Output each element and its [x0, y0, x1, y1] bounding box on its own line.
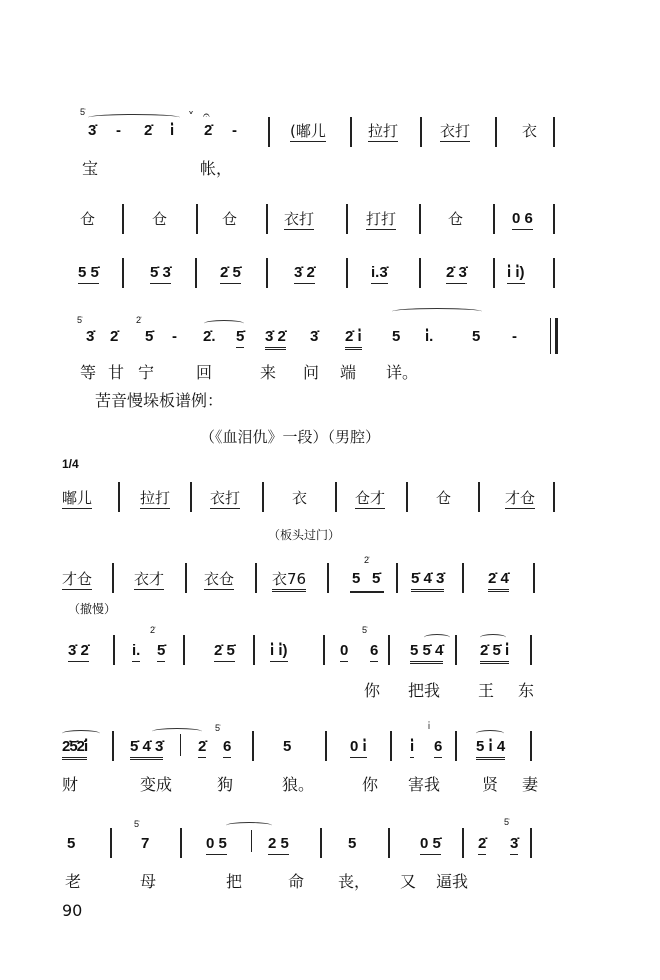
time-signature: 1/4: [62, 457, 79, 471]
lyric: 害我: [408, 775, 441, 794]
percussion: 衣: [292, 489, 308, 507]
barline: [118, 482, 120, 512]
barline: [196, 204, 198, 234]
lyric: 端: [340, 363, 357, 382]
lyric: 来: [260, 363, 277, 382]
barline: [553, 258, 555, 288]
half-barline: [251, 830, 252, 852]
note: 5: [67, 835, 76, 852]
note-group: 2̇ i̇: [345, 328, 362, 350]
lyric: 甘: [108, 363, 125, 382]
barline: [346, 258, 348, 288]
lyric: 财: [62, 775, 79, 794]
percussion: 衣打: [440, 122, 471, 140]
percussion: 衣: [522, 122, 538, 140]
slur: [480, 634, 506, 641]
page-number: 90: [62, 901, 83, 920]
lyric: 王: [478, 681, 495, 700]
barline: [553, 482, 555, 512]
percussion: 仓: [436, 489, 452, 507]
lyric: 老: [65, 872, 82, 891]
slur: [88, 114, 180, 121]
percussion: 嘟儿: [62, 489, 93, 507]
percussion: 仓才: [355, 489, 386, 507]
note: 6: [223, 738, 231, 758]
barline: [255, 563, 257, 593]
note: 6: [370, 642, 378, 662]
lyric: 帐，: [200, 159, 233, 178]
barline: [253, 635, 255, 665]
annotation: （板头过门）: [268, 528, 341, 542]
half-barline: [180, 734, 181, 756]
slur: [476, 730, 504, 737]
grace-note: 5̇: [80, 107, 86, 117]
lyric: 宝: [82, 159, 99, 178]
note-group: i̇ i̇): [270, 642, 288, 662]
note-group: 2̇ 5̇: [214, 642, 235, 662]
grace-note: 2̇: [136, 315, 142, 325]
note-group: 3̇ 2̇: [68, 642, 89, 662]
note-group: 0 6: [512, 210, 533, 230]
barline: [390, 731, 392, 761]
note: i.: [132, 642, 140, 662]
lyric: 宁: [138, 363, 155, 382]
barline: [320, 828, 322, 858]
lyric: 等: [80, 363, 97, 382]
lyric: 逼我: [436, 872, 469, 891]
slur: [152, 728, 202, 735]
barline: [122, 204, 124, 234]
percussion: (嘟儿: [290, 122, 326, 140]
barline: [495, 117, 497, 147]
note-group: 5̇ 4̇ 3̇: [411, 570, 444, 592]
lyric: 东: [518, 681, 535, 700]
note: 6: [434, 738, 442, 758]
note-group: 2̇ 5̇ i̇: [480, 642, 509, 664]
section-subtitle: （《血泪仇》一段）（男腔）: [200, 428, 381, 446]
barline: [335, 482, 337, 512]
slur: [424, 634, 450, 641]
note: 5: [348, 835, 357, 852]
slur: [226, 822, 272, 829]
note: 3̇: [310, 328, 319, 345]
lyric: 狗: [217, 775, 234, 794]
barline: [110, 828, 112, 858]
lyric: 详。: [386, 363, 419, 382]
note-group: 5̇ 4̇ 3̇: [130, 738, 163, 760]
barline: [112, 731, 114, 761]
note: 5: [283, 738, 292, 755]
tempo-annotation: （撤慢）: [68, 602, 117, 616]
note-group: i.3̇: [371, 264, 388, 284]
note: 5̇: [236, 328, 244, 348]
note-group: 5 i̇ 4: [476, 738, 505, 760]
barline: [493, 204, 495, 234]
lyric: 把: [226, 872, 243, 891]
note: 2̇: [144, 122, 153, 139]
beam: [350, 591, 384, 593]
note-group: 2 5: [268, 835, 289, 855]
note-group: 0 5̇: [420, 835, 441, 855]
note: 3̇: [86, 328, 95, 345]
percussion: 衣76: [272, 570, 306, 592]
grace-note: 5̇: [362, 625, 368, 635]
lyric: 狼。: [282, 775, 315, 794]
note: i̇.: [425, 328, 434, 345]
breath-mark: ˅: [188, 110, 194, 124]
note: -: [116, 122, 121, 139]
note: 5̇: [157, 642, 165, 662]
barline: [493, 258, 495, 288]
barline: [323, 635, 325, 665]
section-heading: 苦音慢垛板谱例：: [95, 391, 224, 410]
barline: [530, 828, 532, 858]
barline: [180, 828, 182, 858]
lyric: 你: [362, 775, 379, 794]
barline: [113, 635, 115, 665]
note: 7: [141, 835, 150, 852]
note: 2̇: [198, 738, 206, 758]
slur: [204, 320, 244, 327]
note: 3̇: [88, 122, 97, 139]
barline: [388, 635, 390, 665]
lyric: 妻: [522, 775, 539, 794]
grace-note: 5̇: [77, 315, 83, 325]
lyric: 母: [140, 872, 157, 891]
note-group: 5 5̇ 4̇: [410, 642, 443, 664]
note: 2̇.: [203, 328, 216, 345]
lyric: 变成: [140, 775, 173, 794]
final-barline: [550, 318, 558, 354]
barline: [350, 117, 352, 147]
barline: [346, 204, 348, 234]
barline: [455, 731, 457, 761]
note-group: i̇ i̇): [507, 264, 525, 284]
fermata-icon: 𝄐: [203, 108, 210, 122]
percussion: 拉打: [140, 489, 171, 507]
grace-note: 2̇: [364, 555, 370, 565]
note-group: 5̇ 3̇: [150, 264, 171, 284]
percussion: 衣打: [284, 210, 315, 228]
note: 0: [340, 642, 348, 662]
note: 2̇: [478, 835, 486, 855]
barline: [190, 482, 192, 512]
barline: [122, 258, 124, 288]
percussion: 才仓: [505, 489, 536, 507]
barline: [419, 258, 421, 288]
barline: [455, 635, 457, 665]
note-group: 2̇5̇2̇i̇: [62, 738, 87, 760]
note-group: 2̇ 5̇: [220, 264, 241, 284]
percussion: 衣才: [134, 570, 165, 588]
note: 5: [472, 328, 481, 345]
lyric: 回: [196, 363, 213, 382]
barline: [478, 482, 480, 512]
note: 5̇: [372, 570, 381, 587]
grace-note: 5̇: [215, 723, 221, 733]
barline: [462, 828, 464, 858]
note: 5: [352, 570, 361, 587]
barline: [112, 563, 114, 593]
percussion: 才仓: [62, 570, 93, 588]
barline: [462, 563, 464, 593]
slur: [392, 308, 482, 315]
lyric: 你: [364, 681, 381, 700]
barline: [266, 258, 268, 288]
grace-note: 5̇: [504, 817, 510, 827]
barline: [195, 258, 197, 288]
note: i̇: [410, 738, 414, 758]
note: 5̇: [145, 328, 154, 345]
barline: [266, 204, 268, 234]
barline: [185, 563, 187, 593]
note-group: 2̇ 4̇: [488, 570, 509, 592]
barline: [533, 563, 535, 593]
note-group: 3̇ 2̇: [294, 264, 315, 284]
barline: [530, 731, 532, 761]
grace-note: 2̇: [150, 625, 156, 635]
barline: [530, 635, 532, 665]
percussion: 衣打: [210, 489, 241, 507]
note: -: [512, 328, 517, 345]
slur: [62, 730, 100, 737]
note: -: [172, 328, 177, 345]
lyric: 又: [400, 872, 417, 891]
lyric: 贤: [482, 775, 499, 794]
barline: [262, 482, 264, 512]
grace-note: i̇: [428, 721, 430, 731]
barline: [553, 204, 555, 234]
note: 5: [392, 328, 401, 345]
barline: [406, 482, 408, 512]
percussion: 仓: [152, 210, 168, 228]
note: -: [232, 122, 237, 139]
lyric: 命: [288, 872, 305, 891]
note: i̇: [170, 122, 175, 139]
barline: [268, 117, 270, 147]
percussion: 仓: [222, 210, 238, 228]
barline: [252, 731, 254, 761]
percussion: 仓: [80, 210, 96, 228]
barline: [183, 635, 185, 665]
note: 3̇: [510, 835, 518, 855]
lyric: 丧，: [338, 872, 371, 891]
lyric: 把我: [408, 681, 441, 700]
barline: [396, 563, 398, 593]
barline: [420, 117, 422, 147]
note-group: 0 5: [206, 835, 227, 855]
barline: [419, 204, 421, 234]
percussion: 仓: [448, 210, 464, 228]
note-group: 5 5̇: [78, 264, 99, 284]
note: 2̇: [110, 328, 119, 345]
note-group: 2̇ 3̇: [446, 264, 467, 284]
note-group: 3̇ 2̇: [265, 328, 286, 350]
barline: [553, 117, 555, 147]
barline: [327, 563, 329, 593]
note-group: 0 i̇: [350, 738, 367, 758]
lyric: 问: [303, 363, 320, 382]
barline: [325, 731, 327, 761]
percussion: 拉打: [368, 122, 399, 140]
percussion: 打打: [366, 210, 397, 228]
barline: [388, 828, 390, 858]
percussion: 衣仓: [204, 570, 235, 588]
note: 2̇: [204, 122, 213, 139]
grace-note: 5̇: [134, 819, 140, 829]
